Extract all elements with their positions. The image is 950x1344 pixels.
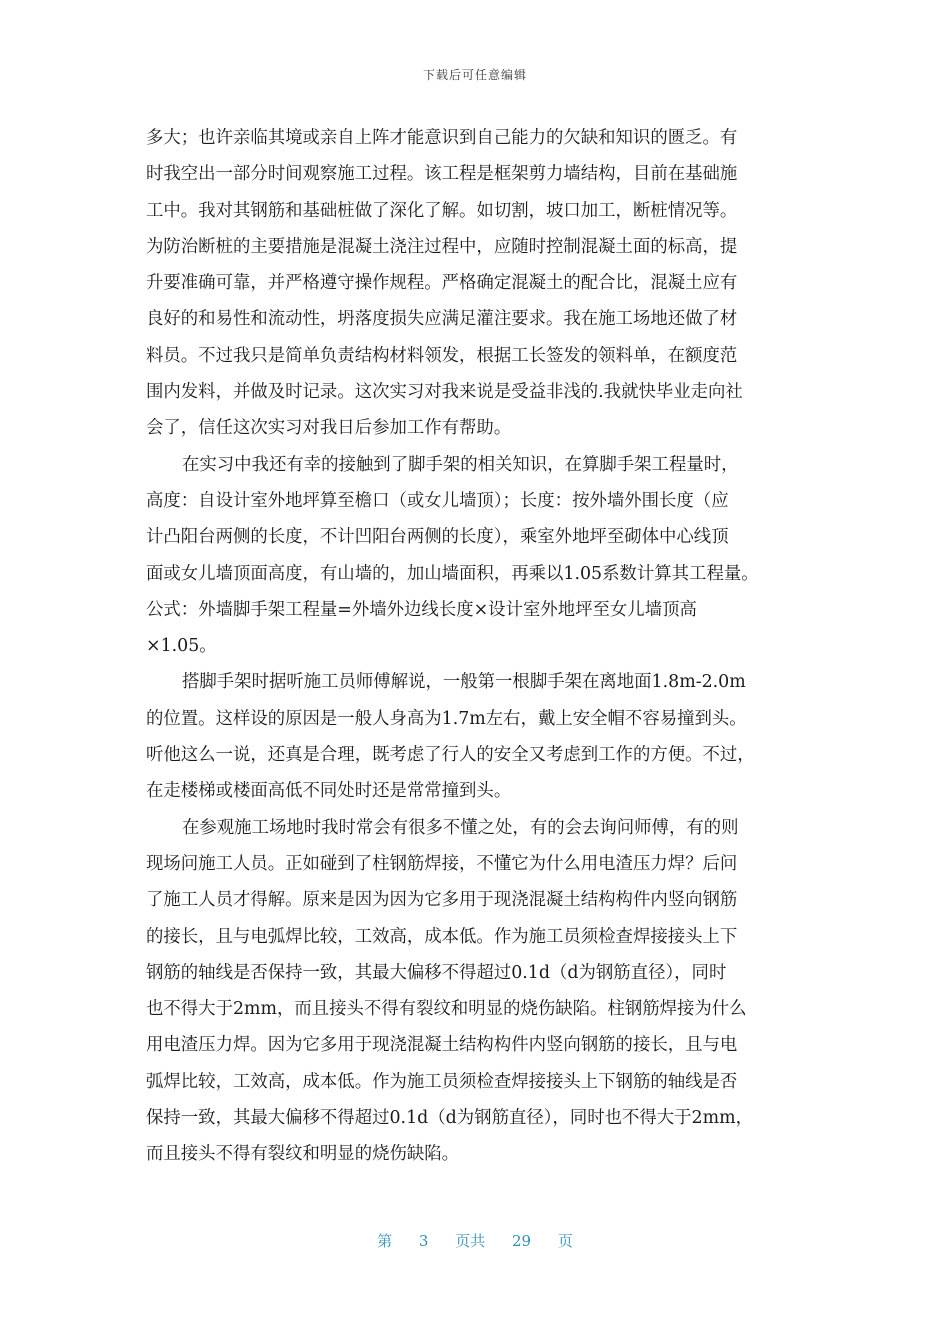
paragraph-3	[146, 664, 814, 809]
text-line: 也不得大于2mm，而且接头不得有裂纹和明显的烧伤缺陷。柱钢筋焊接为什么	[146, 999, 747, 1020]
footer-middle: 页共	[455, 1232, 486, 1250]
text-line: 在走楼梯或楼面高低不同处时还是常常撞到头。	[146, 781, 512, 802]
text-line: 搭脚手架时据听施工员师傅解说，一般第一根脚手架在离地面1.8m-2.0m	[182, 672, 746, 693]
page-header	[0, 66, 950, 83]
footer-prefix: 第	[377, 1232, 393, 1250]
text-line: 会了，信任这次实习对我日后参加工作有帮助。	[146, 418, 512, 439]
paragraph-2	[146, 447, 814, 665]
text-line: ×1.05。	[146, 636, 217, 657]
document-body	[146, 120, 814, 1173]
text-line: 为防治断桩的主要措施是混凝土浇注过程中，应随时控制混凝土面的标高，提	[146, 236, 738, 257]
text-line: 计凸阳台两侧的长度，不计凹阳台两侧的长度），乘室外地坪至砌体中心线顶	[146, 527, 729, 548]
text-line: 用电渣压力焊。因为它多用于现浇混凝土结构构件内竖向钢筋的接长，且与电	[146, 1035, 738, 1056]
header-text: 下载后可任意编辑	[422, 68, 527, 82]
text-line: 面或女儿墙顶面高度，有山墙的，加山墙面积，再乘以1.05系数计算其工程量。	[146, 563, 759, 584]
text-line: 良好的和易性和流动性，坍落度损失应满足灌注要求。我在施工场地还做了材	[146, 309, 738, 330]
text-line: 的位置。这样设的原因是一般人身高为1.7m左右，戴上安全帽不容易撞到头。	[146, 708, 747, 729]
text-line: 高度：自设计室外地坪算至檐口（或女儿墙顶）；长度：按外墙外围长度（应	[146, 490, 729, 511]
text-line: 弧焊比较，工效高，成本低。作为施工员须检查焊接接头上下钢筋的轴线是否	[146, 1071, 738, 1092]
text-line: 听他这么一说，还真是合理，既考虑了行人的安全又考虑到工作的方便。不过，	[146, 745, 755, 766]
text-line: 围内发料，并做及时记录。这次实习对我来说是受益非浅的.我就快毕业走向社	[146, 382, 743, 403]
text-line: 保持一致，其最大偏移不得超过0.1d（d为钢筋直径），同时也不得大于2mm，	[146, 1108, 753, 1129]
text-line: 工中。我对其钢筋和基础桩做了深化了解。如切割，坡口加工，断桩情况等。	[146, 200, 738, 221]
text-line: 料员。不过我只是简单负责结构材料领发，根据工长签发的领料单，在额度范	[146, 345, 738, 366]
text-line: 时我空出一部分时间观察施工过程。该工程是框架剪力墙结构，目前在基础施	[146, 164, 738, 185]
current-page-number: 3	[418, 1232, 429, 1250]
text-line: 在实习中我还有幸的接触到了脚手架的相关知识，在算脚手架工程量时，	[182, 454, 739, 475]
page-footer	[0, 1230, 950, 1251]
text-line: 了施工人员才得解。原来是因为因为它多用于现浇混凝土结构构件内竖向钢筋	[146, 890, 738, 911]
text-line: 现场问施工人员。正如碰到了柱钢筋焊接，不懂它为什么用电渣压力焊？后问	[146, 853, 738, 874]
text-line: 在参观施工场地时我时常会有很多不懂之处，有的会去询问师傅，有的则	[182, 817, 739, 838]
footer-suffix: 页	[557, 1232, 573, 1250]
text-line: 钢筋的轴线是否保持一致，其最大偏移不得超过0.1d（d为钢筋直径），同时	[146, 962, 727, 983]
text-line: 的接长，且与电弧焊比较，工效高，成本低。作为施工员须检查焊接接头上下	[146, 926, 738, 947]
text-line: 公式：外墙脚手架工程量=外墙外边线长度×设计室外地坪至女儿墙顶高	[146, 599, 697, 620]
total-pages-number: 29	[512, 1232, 532, 1250]
paragraph-4	[146, 810, 814, 1173]
text-line: 而且接头不得有裂纹和明显的烧伤缺陷。	[146, 1144, 460, 1165]
paragraph-1	[146, 120, 814, 447]
text-line: 升要准确可靠，并严格遵守操作规程。严格确定混凝土的配合比，混凝土应有	[146, 273, 738, 294]
text-line: 多大；也许亲临其境或亲自上阵才能意识到自己能力的欠缺和知识的匮乏。有	[146, 128, 738, 148]
